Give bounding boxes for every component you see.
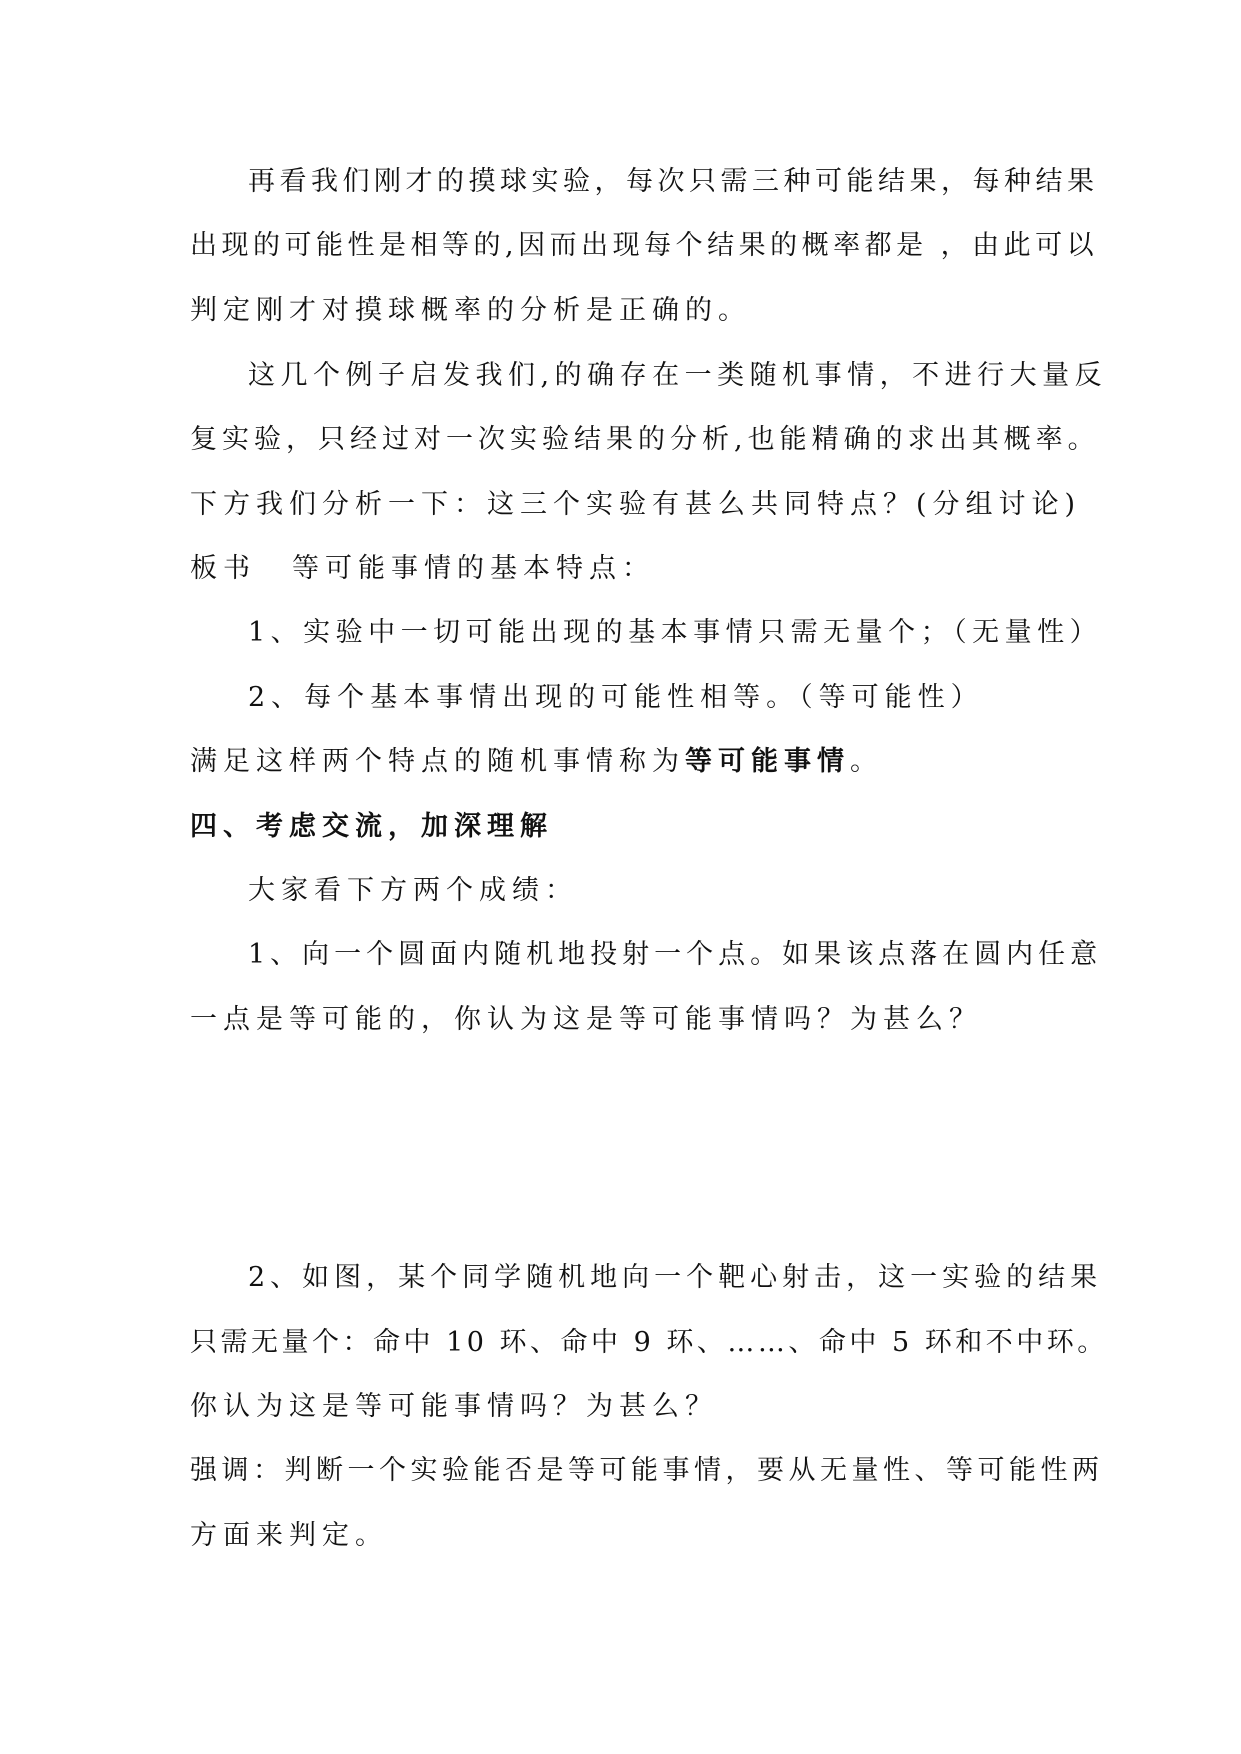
question2-line2: 只需无量个：命中 10 环、命中 9 环、……、命中 5 环和不中环。 <box>190 1327 1108 1358</box>
paragraph2-line2: 复实验，只经过对一次实验结果的分析,也能精确的求出其概率。 <box>190 424 1100 455</box>
paragraph2-line1: 这几个例子启发我们,的确存在一类随机事情，不进行大量反 <box>248 360 1108 391</box>
question2-line3: 你认为这是等可能事情吗？为甚么？ <box>190 1391 718 1422</box>
paragraph1-line1: 再看我们刚才的摸球实验，每次只需三种可能结果，每种结果 <box>248 166 1099 197</box>
board-line <box>190 553 655 585</box>
paragraph2-line3: 下方我们分析一下：这三个实验有甚么共同特点？(分组讨论) <box>190 489 1082 520</box>
emphasis-line2: 方面来判定。 <box>190 1520 388 1551</box>
question1-line2: 一点是等可能的，你认为这是等可能事情吗？为甚么？ <box>190 1004 982 1035</box>
definition-line <box>190 746 883 778</box>
paragraph1-line2: 出现的可能性是相等的,因而出现每个结果的概率都是 ，由此可以 <box>190 230 1099 261</box>
question1-line1: 1、向一个圆面内随机地投射一个点。如果该点落在圆内任意 <box>248 939 1103 970</box>
section4-intro: 大家看下方两个成绩： <box>248 875 578 906</box>
section4-title: 四、考虑交流，加深理解 <box>190 811 553 842</box>
board-label: 板书 <box>190 553 256 584</box>
paragraph1-line3: 判定刚才对摸球概率的分析是正确的。 <box>190 295 751 326</box>
feature-item: 2、每个基本事情出现的可能性相等。（等可能性） <box>248 682 984 713</box>
definition-suffix: 。 <box>850 746 883 777</box>
definition-prefix: 满足这样两个特点的随机事情称为 <box>190 746 685 777</box>
board-heading: 等可能事情的基本特点： <box>292 553 655 584</box>
definition-term: 等可能事情 <box>685 746 850 777</box>
emphasis-line1: 强调：判断一个实验能否是等可能事情，要从无量性、等可能性两 <box>190 1455 1104 1486</box>
question2-line1: 2、如图，某个同学随机地向一个靶心射击，这一实验的结果 <box>248 1262 1103 1293</box>
feature-item: 1、实验中一切可能出现的基本事情只需无量个；（无量性） <box>248 617 1103 648</box>
